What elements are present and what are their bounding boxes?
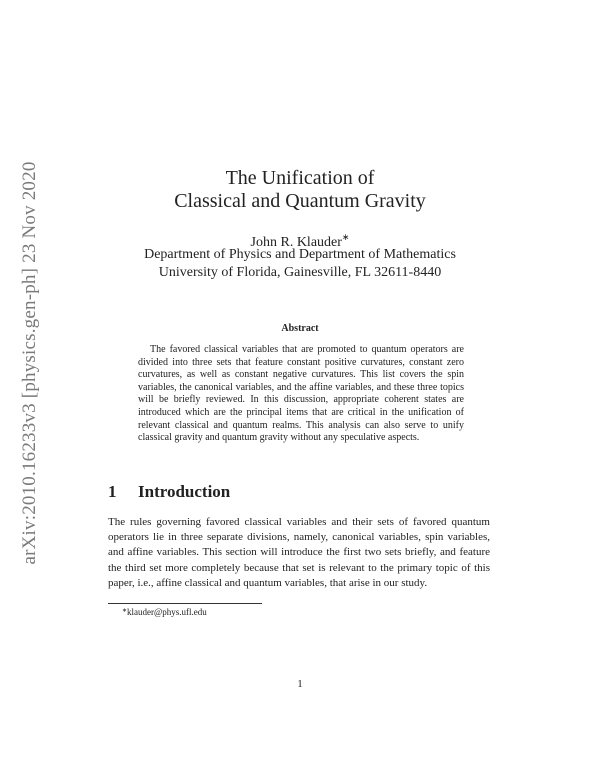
author-affiliation-department: Department of Physics and Department of Mathematics: [144, 247, 456, 262]
footnote: [122, 606, 207, 618]
author-footnote-mark: ∗: [341, 232, 350, 242]
paper-title-line-1: The Unification of: [225, 167, 375, 189]
abstract-text: The favored classical variables that are promoted to quantum operators are divided into three sets that feature constant positive curvatures, constant zero curvatures, as well as constant negative curvatures. This list covers the spin variables, the canonical variables, and the affine variables, and these three topics will be briefly reviewed. In this discussion, appropriate coherent states are introduced which are the principal items that are critical in the unification of relevant classical and quantum realms. This analysis can also serve to unify classical gravity and quantum gravity without any speculative aspects.: [138, 344, 464, 444]
arxiv-identifier-stamp: arXiv:2010.16233v3 [physics.gen-ph] 23 Nov 2020: [19, 161, 40, 565]
author-name: John R. Klauder: [250, 235, 342, 250]
introduction-paragraph: The rules governing favored classical variables and their sets of favored quantum operators lie in three separate divisions, namely, canonical variables, spin variables, and affine variables. This section will introduce the first two sets briefly, and feature the third set more completely because that set is relevant to the primary topic of this paper, i.e., affine classical and quantum variables, that arise in our study.: [108, 516, 490, 589]
paper-title-line-2: Classical and Quantum Gravity: [174, 190, 426, 212]
section-number: 1: [108, 482, 117, 501]
footnote-email[interactable]: klauder@phys.ufl.edu: [127, 607, 207, 617]
author-affiliation-university: University of Florida, Gainesville, FL 32611-8440: [158, 265, 442, 280]
section-heading: [108, 481, 230, 503]
footnote-mark: ∗: [122, 608, 128, 614]
footnote-divider: [108, 603, 262, 604]
page-number: 1: [297, 678, 303, 690]
section-title: Introduction: [138, 482, 231, 501]
abstract-heading: Abstract: [281, 323, 319, 334]
